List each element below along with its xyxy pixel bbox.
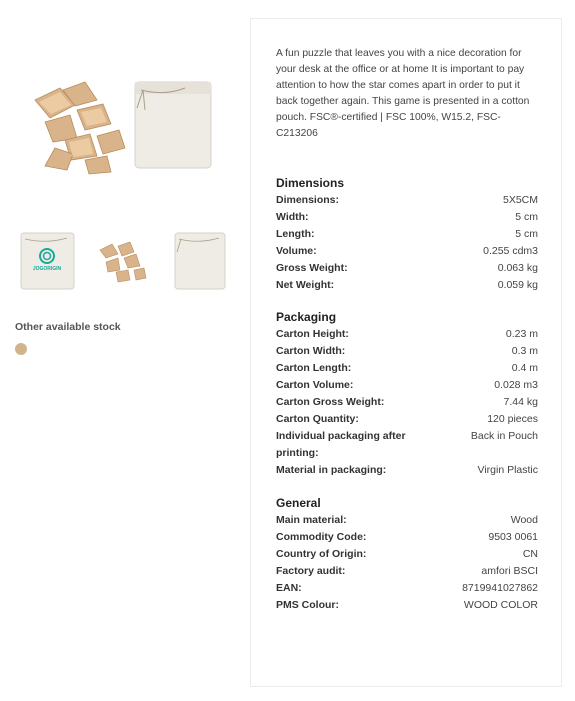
spec-row: Length: 5 cm xyxy=(276,228,538,240)
general-section xyxy=(276,494,538,614)
thumbnail-pouch-logo[interactable] xyxy=(15,228,80,293)
spec-row: Carton Width: 0.3 m xyxy=(276,345,538,357)
spec-row: PMS Colour: WOOD COLOR xyxy=(276,599,538,611)
spec-row: Carton Volume: 0.028 m3 xyxy=(276,379,538,391)
spec-row: Factory audit: amfori BSCI xyxy=(276,565,538,577)
spec-row: Main material: Wood xyxy=(276,514,538,526)
thumbnail-pouch-plain[interactable] xyxy=(165,228,230,293)
spec-row: Individual packaging after printing: Back in Pouch xyxy=(276,430,538,459)
spec-row: Carton Length: 0.4 m xyxy=(276,362,538,374)
dimensions-heading: Dimensions xyxy=(276,176,345,190)
spec-row: Material in packaging: Virgin Plastic xyxy=(276,464,538,476)
dimensions-section xyxy=(276,174,538,294)
spec-row: EAN: 8719941027862 xyxy=(276,582,538,594)
product-gallery xyxy=(0,0,240,701)
spec-row: Carton Gross Weight: 7.44 kg xyxy=(276,396,538,408)
packaging-section xyxy=(276,308,538,479)
spec-row: Width: 5 cm xyxy=(276,211,538,223)
spec-row: Carton Quantity: 120 pieces xyxy=(276,413,538,425)
thumbnail-strip xyxy=(15,228,230,293)
main-product-image[interactable] xyxy=(15,60,230,190)
spec-row: Commodity Code: 9503 0061 xyxy=(276,531,538,543)
spec-row: Net Weight: 0.059 kg xyxy=(276,279,538,291)
product-description: A fun puzzle that leaves you with a nice decoration for your desk at the office or at home It is important to pay attention to how the star comes apart in order to put it back together again. This game is presented in a cotton pouch. FSC®-certified | FSC 100%, W15.2, FSC-C213206 xyxy=(276,48,530,139)
spec-row: Carton Height: 0.23 m xyxy=(276,328,538,340)
general-heading: General xyxy=(276,496,321,510)
color-swatch-wood[interactable] xyxy=(15,343,27,355)
thumbnail-logo-text: JOGORIGIN xyxy=(32,266,62,272)
spec-row: Dimensions: 5X5CM xyxy=(276,194,538,206)
packaging-heading: Packaging xyxy=(276,310,337,324)
spec-row: Volume: 0.255 cdm3 xyxy=(276,245,538,257)
product-details-panel xyxy=(250,18,562,687)
thumbnail-puzzle-pieces[interactable] xyxy=(90,228,155,293)
spec-row: Country of Origin: CN xyxy=(276,548,538,560)
other-stock-label: Other available stock xyxy=(15,321,121,333)
spec-row: Gross Weight: 0.063 kg xyxy=(276,262,538,274)
